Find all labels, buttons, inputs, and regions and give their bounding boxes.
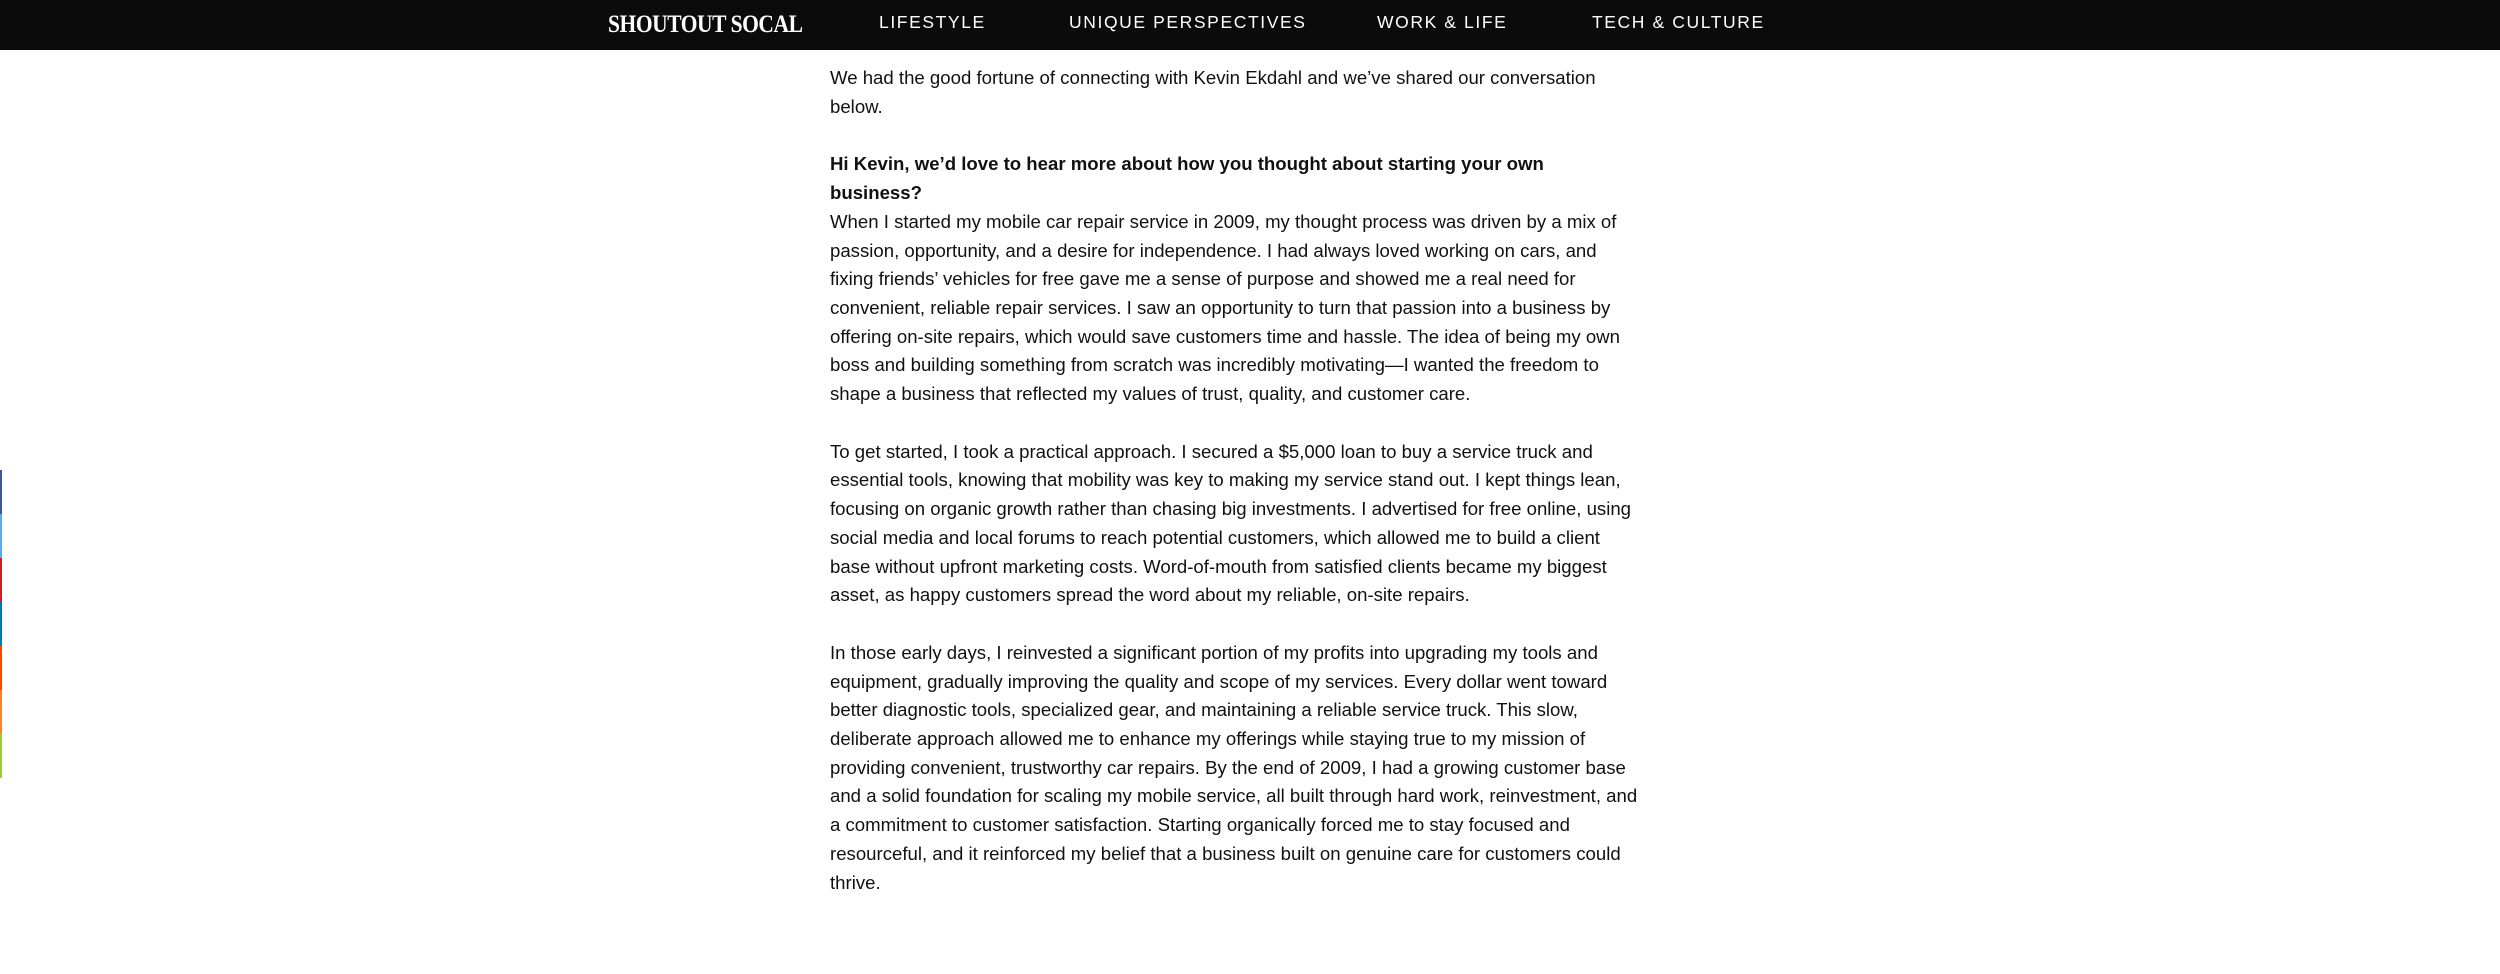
mix-share-button[interactable] bbox=[0, 690, 2, 734]
reddit-share-button[interactable] bbox=[0, 646, 2, 690]
nav-item-tech-and-culture[interactable]: TECH & CULTURE bbox=[1592, 12, 1765, 32]
linkedin-share-button[interactable] bbox=[0, 602, 2, 646]
nav-item-work-and-life[interactable]: WORK & LIFE bbox=[1377, 12, 1508, 32]
answer-paragraph: To get started, I took a practical approach. I secured a $5,000 loan to buy a service truck and essential tools, knowing that mobility was key to making my service stand out. I kept things lean, focusing on organic growth rather than chasing big investments. I advertised for free online, using social media and local forums to reach potential customers, which allowed me to build a client base without upfront marketing costs. Word-of-mouth from satisfied clients became my biggest asset, as happy customers spread the word about my reliable, on-site repairs. bbox=[830, 440, 1632, 606]
article-intro: We had the good fortune of connecting with Kevin Ekdahl and we’ve shared our conversation below. bbox=[830, 67, 1596, 117]
top-nav-bar bbox=[0, 0, 2500, 50]
social-share-sidebar bbox=[0, 470, 2, 778]
twitter-share-button[interactable] bbox=[0, 514, 2, 558]
answer-paragraph: When I started my mobile car repair service in 2009, my thought process was driven by a mix of passion, opportunity, and a desire for independence. I had always loved working on cars, and fixing friends’ vehicles for free gave me a sense of purpose and showed me a real need for convenient, reliable repair services. I saw an opportunity to turn that passion into a business by offering on-site repairs, which would save customers time and hassle. The idea of being my own boss and building something from scratch was incredibly motivating—I wanted the freedom to shape a business that reflected my values of trust, quality, and customer care. bbox=[830, 210, 1620, 405]
interview-question: Hi Kevin, we’d love to hear more about how you thought about starting your own business? bbox=[830, 153, 1544, 204]
pinterest-share-button[interactable] bbox=[0, 558, 2, 602]
site-logo[interactable]: SHOUTOUT SOCAL bbox=[608, 11, 803, 38]
nav-item-unique-perspectives[interactable]: UNIQUE PERSPECTIVES bbox=[1069, 12, 1307, 32]
nav-item-lifestyle[interactable]: LIFESTYLE bbox=[879, 12, 986, 32]
answer-paragraph: In those early days, I reinvested a significant portion of my profits into upgrading my tools and equipment, gradually improving the quality and scope of my services. Every dollar went toward better diagnostic tools, specialized gear, and maintaining a reliable service truck. This slow, deliberate approach allowed me to enhance my offerings while staying true to my mission of providing convenient, trustworthy car repairs. By the end of 2009, I had a growing customer base and a solid foundation for scaling my mobile service, all built through hard work, reinvestment, and a commitment to customer satisfaction. Starting organically forced me to stay focused and resourceful, and it reinforced my belief that a business built on genuine care for customers could thrive. bbox=[830, 641, 1638, 893]
article-body bbox=[830, 64, 1640, 926]
facebook-share-button[interactable] bbox=[0, 470, 2, 514]
more-share-button[interactable] bbox=[0, 734, 2, 778]
